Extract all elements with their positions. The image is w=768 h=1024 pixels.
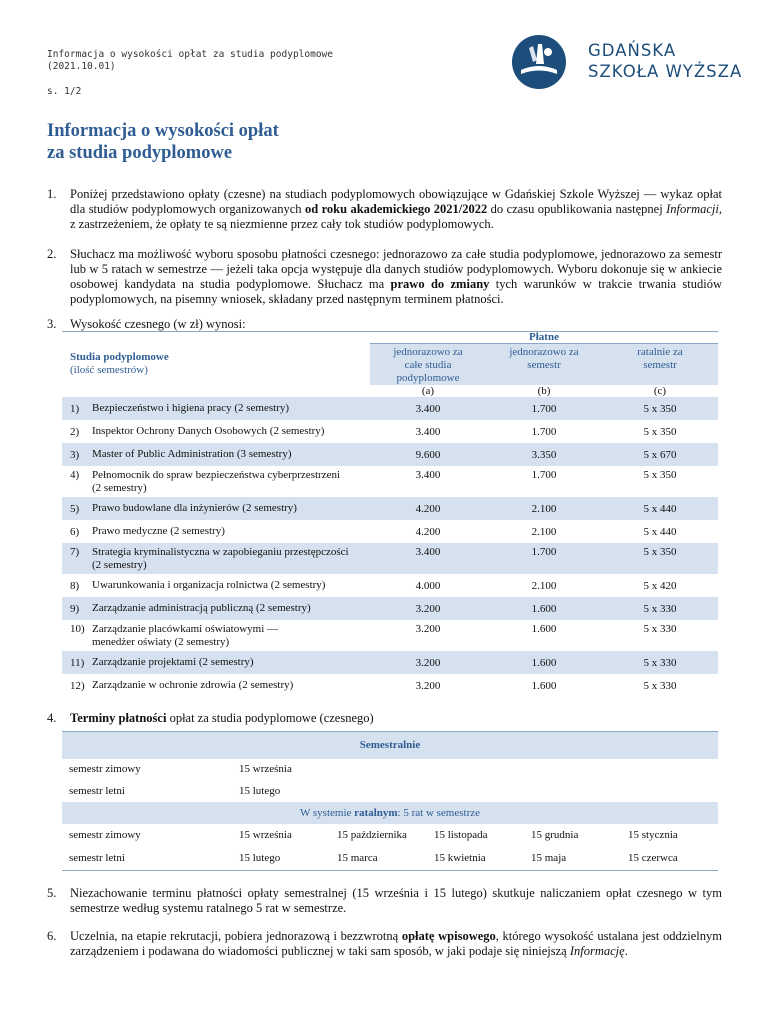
fee-row-program: Zarządzanie projektami (2 semestry) xyxy=(92,651,370,674)
doc-header-title: Informacja o wysokości opłat za studia podyplomowe xyxy=(47,49,333,60)
fee-row-program: Pełnomocnik do spraw bezpieczeństwa cyberprzestrzeni (2 semestry) xyxy=(92,469,341,494)
fee-row-instalments: 5 x 440 xyxy=(643,525,677,538)
schedule-instalment-date: 15 września xyxy=(239,829,292,841)
fee-row-once-semester: 1.700 xyxy=(531,469,557,481)
fee-row-once-semester: 2.100 xyxy=(531,579,557,592)
schedule-instalment-date: 15 lutego xyxy=(239,852,281,865)
fee-table-row-header: Studia podyplomowe (ilość semestrów) xyxy=(70,351,169,377)
fee-row-once-total: 3.400 xyxy=(415,469,441,481)
fee-row-once-total: 9.600 xyxy=(370,443,486,466)
schedule-instalment-date: 15 stycznia xyxy=(628,829,678,841)
fee-row-program: Uwarunkowania i organizacja rolnictwa (2 semestry) xyxy=(92,579,326,591)
section-6-number: 6. xyxy=(47,929,57,943)
fee-row-program: Zarządzanie w ochronie zdrowia (2 semestry) xyxy=(92,679,294,691)
schedule-instalment-date: 15 kwietnia xyxy=(434,852,486,865)
fee-row-instalments: 5 x 350 xyxy=(602,543,718,574)
school-logo-emblem xyxy=(511,34,567,90)
schedule-instalment-date: 15 listopada xyxy=(434,829,488,841)
fee-row-number: 9) xyxy=(62,597,92,620)
fee-row-program: Master of Public Administration (3 semestry) xyxy=(92,443,370,466)
fee-table-row xyxy=(62,597,718,620)
fee-row-number: 12) xyxy=(70,679,85,692)
schedule-instalment-label: semestr letni xyxy=(69,852,125,865)
fee-table-col-a-key: (a) xyxy=(421,385,435,397)
fee-row-instalments: 5 x 420 xyxy=(643,579,677,592)
fee-row-once-semester: 1.600 xyxy=(486,597,602,620)
schedule-instalment-header: W systemie ratalnym: 5 rat w semestrze xyxy=(62,802,718,824)
schedule-semestral-label: semestr letni xyxy=(69,784,125,797)
fee-row-number: 10) xyxy=(70,623,85,635)
fee-row-program: Prawo budowlane dla inżynierów (2 semestry) xyxy=(92,497,370,520)
fee-row-program: Bezpieczeństwo i higiena pracy (2 semestry) xyxy=(92,397,370,420)
fee-row-once-total: 3.200 xyxy=(370,651,486,674)
section-1-number: 1. xyxy=(47,187,57,201)
fee-row-number: 6) xyxy=(70,525,80,538)
fee-row-once-semester: 2.100 xyxy=(486,497,602,520)
fee-row-number: 8) xyxy=(70,579,80,592)
schedule-semestral-header: Semestralnie xyxy=(62,732,718,759)
page-title-line2: za studia podyplomowe xyxy=(47,143,233,163)
page-number: s. 1/2 xyxy=(47,86,82,97)
schedule-instalment-date: 15 maja xyxy=(531,852,567,865)
fee-row-number: 2) xyxy=(70,425,80,438)
fee-row-number: 11) xyxy=(62,651,92,674)
page-title-line1: Informacja o wysokości opłat xyxy=(47,121,279,141)
fee-table-col-c-key: (c) xyxy=(653,385,667,397)
schedule-instalment-date: 15 grudnia xyxy=(531,829,579,841)
fee-table-col-c-header: ratalnie za semestr xyxy=(602,344,718,386)
fee-table-col-b-key: (b) xyxy=(537,385,551,397)
fee-row-program: Zarządzanie placówkami oświatowymi — menedżer oświaty (2 semestry) xyxy=(92,623,279,648)
fee-row-once-total: 4.000 xyxy=(415,579,441,592)
fee-row-once-semester: 1.600 xyxy=(486,651,602,674)
schedule-instalment-label: semestr zimowy xyxy=(69,829,141,841)
schedule-instalment-date: 15 marca xyxy=(337,852,378,865)
schedule-instalment-date: 15 czerwca xyxy=(628,852,678,865)
fee-table-row xyxy=(62,651,718,674)
fee-table-row xyxy=(62,443,718,466)
fee-table-row xyxy=(62,397,718,420)
doc-header-date: (2021.10.01) xyxy=(47,61,116,72)
section-4-number: 4. xyxy=(47,711,57,725)
fee-row-program: Inspektor Ochrony Danych Osobowych (2 semestry) xyxy=(92,425,325,437)
fee-row-instalments: 5 x 670 xyxy=(602,443,718,466)
section-1-text: Poniżej przedstawiono opłaty (czesne) na studiach podyplomowych obowiązujące w Gdańskiej Szkole Wyższej — wykaz opłat dla studiów podyplomowych organizowanych od roku akademickiego 2021/2022 do czasu opublikowania następnej Informacji, z zastrzeżeniem, że opłaty te są niezmienne przez cały tok studiów podyplomowych. xyxy=(70,187,723,231)
fee-table-row xyxy=(62,574,718,597)
fee-table-row xyxy=(62,420,718,443)
fee-row-once-total: 3.400 xyxy=(370,397,486,420)
fee-table-group-header: Płatne xyxy=(370,332,718,344)
fee-table-row xyxy=(62,543,718,574)
fee-table-row xyxy=(62,520,718,543)
fee-row-number: 5) xyxy=(62,497,92,520)
section-6-text: Uczelnia, na etapie rekrutacji, pobiera jednorazową i bezzwrotną opłatę wpisowego, którego wysokość ustalana jest oddzielnym zarządzeniem i podawana do wiadomości publicznej w taki sam sposób, w jaki podaje się niniejszą Informację. xyxy=(70,929,722,958)
fee-row-once-total: 3.200 xyxy=(370,597,486,620)
fee-row-number: 7) xyxy=(62,543,92,574)
schedule-instalment-date: 15 października xyxy=(337,829,407,841)
fee-table-row xyxy=(62,497,718,520)
school-logo-line1: GDAŃSKA xyxy=(588,41,677,60)
fee-row-once-total: 3.400 xyxy=(415,425,441,438)
section-3-text: Wysokość czesnego (w zł) wynosi: xyxy=(70,317,246,331)
section-5-number: 5. xyxy=(47,886,57,900)
fee-row-once-total: 4.200 xyxy=(370,497,486,520)
fee-row-instalments: 5 x 350 xyxy=(602,397,718,420)
fee-row-number: 3) xyxy=(62,443,92,466)
fee-row-once-semester: 1.700 xyxy=(486,397,602,420)
fee-row-instalments: 5 x 440 xyxy=(602,497,718,520)
page-title xyxy=(47,120,279,164)
section-3-number: 3. xyxy=(47,317,57,331)
fee-table-row xyxy=(62,466,718,497)
fee-row-number: 4) xyxy=(70,469,80,481)
fee-row-instalments: 5 x 350 xyxy=(643,469,677,481)
fee-row-once-total: 4.200 xyxy=(415,525,441,538)
section-2-text: Słuchacz ma możliwość wyboru sposobu płatności czesnego: jednorazowo za całe studia podyplomowe, jednorazowo za semestr lub w 5 ratach w semestrze — jeżeli taka opcja występuje dla danych studiów podyplomowych. Wyboru dokonuje się w ankiecie osobowej kandydata na studia podyplomowe. Słuchacz ma prawo do zmiany tych warunków w trakcie trwania studiów podyplomowych, na pisemny wniosek, składany przed następnym terminem płatności. xyxy=(70,247,722,306)
fee-table-row xyxy=(62,620,718,651)
fee-row-number: 1) xyxy=(62,397,92,420)
schedule-semestral-date: 15 lutego xyxy=(239,784,281,797)
fee-row-once-total: 3.200 xyxy=(415,623,441,635)
fee-row-once-total: 3.200 xyxy=(415,679,441,692)
fee-row-program: Strategia kryminalistyczna w zapobieganiu przestępczości (2 semestry) xyxy=(92,543,370,574)
fee-table-col-b-header: jednorazowo za semestr xyxy=(486,344,602,386)
fee-row-instalments: 5 x 350 xyxy=(643,425,677,438)
fee-row-once-semester: 1.700 xyxy=(486,543,602,574)
fee-row-instalments: 5 x 330 xyxy=(602,651,718,674)
section-4-text: Terminy płatności opłat za studia podyplomowe (czesnego) xyxy=(70,711,374,725)
fee-table xyxy=(62,331,718,697)
fee-row-once-total: 3.400 xyxy=(370,543,486,574)
section-5-text: Niezachowanie terminu płatności opłaty semestralnej (15 września i 15 lutego) skutkuje naliczaniem opłat czesnego w tym semestrze według systemu ratalnego 5 rat w semestrze. xyxy=(70,886,722,915)
fee-row-once-semester: 2.100 xyxy=(531,525,557,538)
fee-row-once-semester: 1.600 xyxy=(531,679,557,692)
fee-row-instalments: 5 x 330 xyxy=(602,597,718,620)
doc-header xyxy=(47,49,333,73)
fee-row-once-semester: 1.600 xyxy=(531,623,557,635)
fee-row-program: Prawo medyczne (2 semestry) xyxy=(92,525,225,537)
fee-row-instalments: 5 x 330 xyxy=(643,623,677,635)
fee-row-once-semester: 1.700 xyxy=(531,425,557,438)
fee-table-col-a-header: jednorazowo za całe studia podyplomowe xyxy=(370,344,486,386)
school-logo-name xyxy=(588,40,742,82)
payment-schedule-table xyxy=(62,731,718,872)
section-2-number: 2. xyxy=(47,247,57,261)
fee-row-program: Zarządzanie administracją publiczną (2 semestry) xyxy=(92,597,370,620)
fee-row-instalments: 5 x 330 xyxy=(643,679,677,692)
fee-table-row xyxy=(62,674,718,697)
schedule-semestral-date: 15 września xyxy=(239,763,292,775)
schedule-semestral-label: semestr zimowy xyxy=(69,763,141,775)
school-logo-line2: SZKOŁA WYŻSZA xyxy=(588,62,743,81)
fee-row-once-semester: 3.350 xyxy=(486,443,602,466)
